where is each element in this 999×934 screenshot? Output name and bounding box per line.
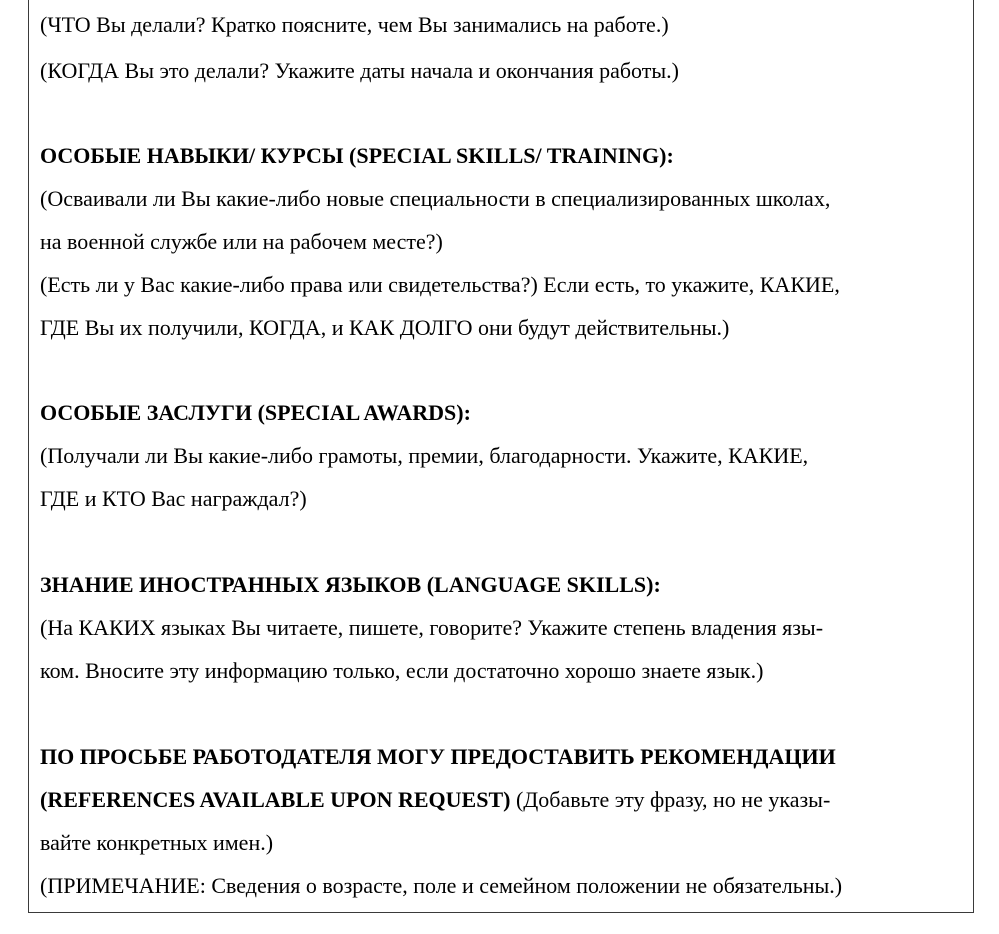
- references-heading-english: (REFERENCES AVAILABLE UPON REQUEST): [40, 787, 511, 812]
- what-did-line: (ЧТО Вы делали? Кратко поясните, чем Вы занимались на работе.): [40, 12, 669, 37]
- language-heading: ЗНАНИЕ ИНОСТРАННЫХ ЯЗЫКОВ (LANGUAGE SKILLS):: [40, 572, 661, 597]
- skills-question-2a: (Есть ли у Вас какие-либо права или свидетельства?) Если есть, то укажите, КАКИЕ,: [40, 272, 840, 297]
- awards-heading: ОСОБЫЕ ЗАСЛУГИ (SPECIAL AWARDS):: [40, 400, 471, 425]
- note-line: (ПРИМЕЧАНИЕ: Сведения о возрасте, поле и семейном положении не обязательны.): [40, 873, 843, 898]
- skills-question-1b: на военной службе или на рабочем месте?): [40, 229, 443, 254]
- references-heading-b: [40, 786, 830, 814]
- language-question-a: (На КАКИХ языках Вы читаете, пишете, говорите? Укажите степень владения язы-: [40, 615, 824, 640]
- references-heading-a: ПО ПРОСЬБЕ РАБОТОДАТЕЛЯ МОГУ ПРЕДОСТАВИТЬ РЕКОМЕНДАЦИИ: [40, 744, 836, 769]
- skills-question-2b: ГДЕ Вы их получили, КОГДА, и КАК ДОЛГО они будут действительны.): [40, 315, 730, 340]
- when-did-line: (КОГДА Вы это делали? Укажите даты начала и окончания работы.): [40, 58, 679, 83]
- awards-question-b: ГДЕ и КТО Вас награждал?): [40, 486, 307, 511]
- references-instruction: (Добавьте эту фразу, но не указы-: [510, 787, 831, 812]
- language-question-b: ком. Вносите эту информацию только, если достаточно хорошо знаете язык.): [40, 658, 764, 683]
- references-instruction-cont: вайте конкретных имен.): [40, 830, 274, 855]
- skills-heading: ОСОБЫЕ НАВЫКИ/ КУРСЫ (SPECIAL SKILLS/ TRAINING):: [40, 143, 674, 168]
- skills-question-1a: (Осваивали ли Вы какие-либо новые специальности в специализированных школах,: [40, 186, 831, 211]
- awards-question-a: (Получали ли Вы какие-либо грамоты, премии, благодарности. Укажите, КАКИЕ,: [40, 443, 809, 468]
